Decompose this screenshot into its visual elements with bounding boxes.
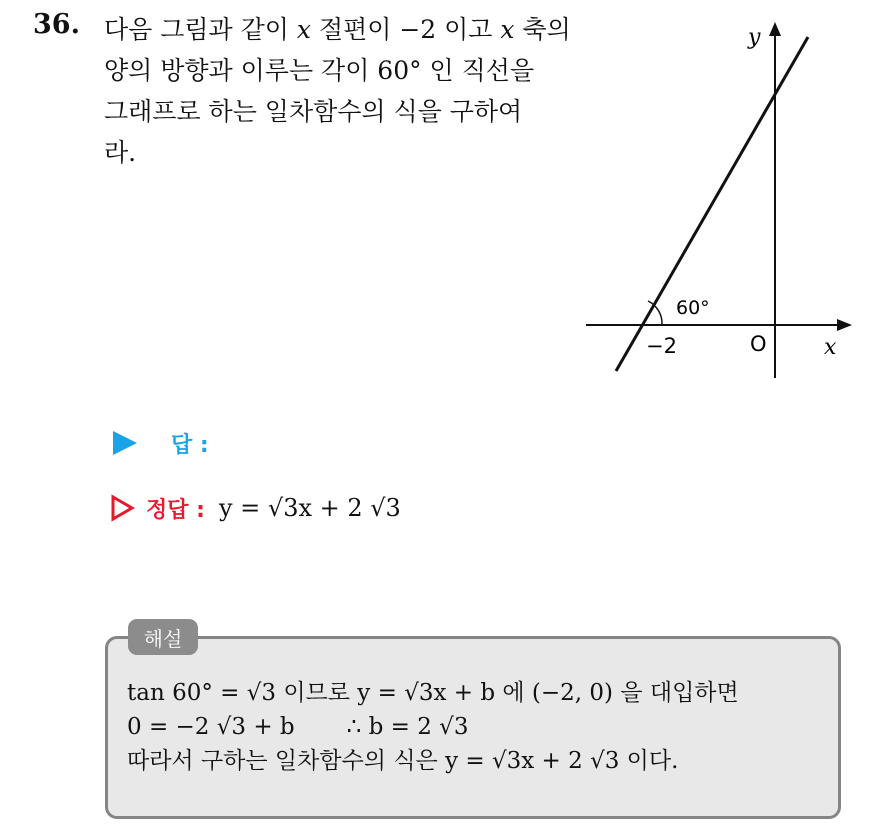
x-intercept-label: −2: [646, 334, 677, 358]
question-line-3: 그래프로 하는 일차함수의 식을 구하여: [104, 97, 523, 126]
question-text: [104, 9, 574, 173]
answer-row: [113, 425, 209, 461]
explanation-line-1: tan 60° = √3 이므로 y = √3x + b 에 (−2, 0) 을 대입하면: [127, 680, 739, 706]
y-axis-arrow: [769, 22, 781, 36]
question-line-4: 라.: [104, 138, 137, 167]
graph-line: [616, 37, 808, 371]
question-line-1: 다음 그림과 같이 x 절편이 −2 이고 x 축의: [104, 15, 571, 44]
line-graph: [580, 20, 860, 380]
question-line-2: 양의 방향과 이루는 각이 60° 인 직선을: [104, 56, 535, 85]
correct-answer-row: [110, 488, 401, 528]
correct-answer-label: 정답 :: [146, 497, 205, 523]
play-icon: [113, 431, 137, 455]
explanation-line-2: 0 = −2 √3 + b ∴ b = 2 √3: [127, 714, 469, 740]
answer-label: 답 :: [171, 432, 209, 458]
explanation-tag: 해설: [128, 619, 198, 655]
explanation-text: [127, 676, 739, 778]
explanation-line-3: 따라서 구하는 일차함수의 식은 y = √3x + 2 √3 이다.: [127, 748, 679, 774]
outline-triangle-icon: [110, 494, 136, 522]
y-axis-label: y: [748, 25, 761, 50]
correct-answer-expression: y = √3x + 2 √3: [218, 494, 401, 522]
origin-label: O: [750, 332, 767, 356]
angle-label: 60°: [676, 297, 710, 319]
x-axis-label: x: [824, 335, 837, 360]
x-axis-arrow: [837, 319, 852, 331]
question-number: 36.: [33, 9, 80, 40]
